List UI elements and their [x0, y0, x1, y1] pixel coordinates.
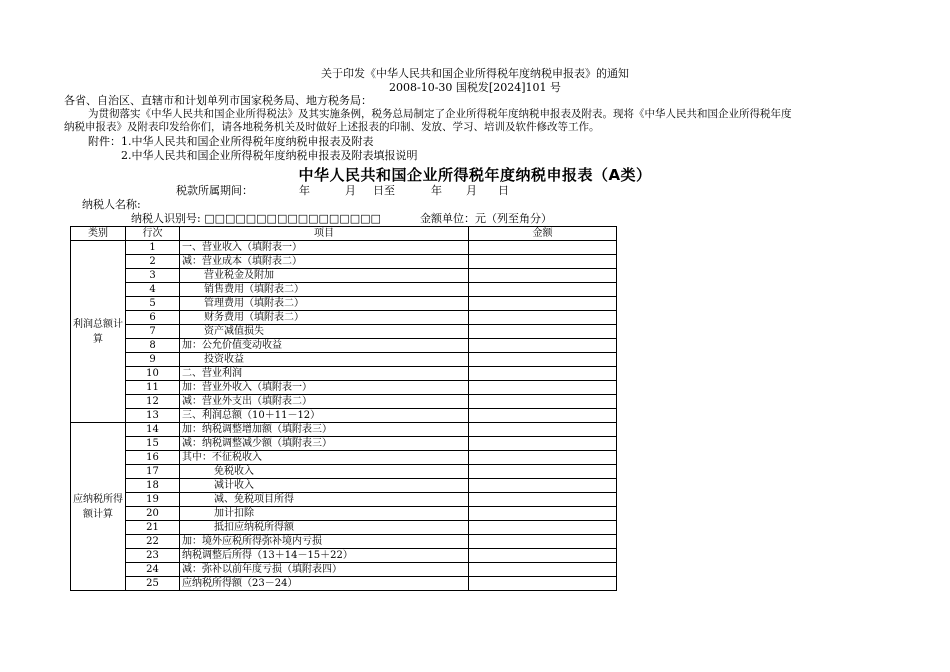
row-item: 营业税金及附加	[180, 269, 469, 283]
row-item: 其中：不征税收入	[180, 451, 469, 465]
amount-cell[interactable]	[469, 325, 617, 339]
row-item: 加计扣除	[180, 507, 469, 521]
notice-attachment-1: 附件：1.中华人民共和国企业所得税年度纳税申报表及附表	[88, 135, 374, 148]
row-number: 2	[126, 255, 180, 269]
table-row	[71, 423, 617, 437]
row-item: 抵扣应纳税所得额	[180, 521, 469, 535]
table-row	[71, 521, 617, 535]
period-year-start: 年	[299, 184, 310, 197]
amount-cell[interactable]	[469, 409, 617, 423]
notice-salutation: 各省、自治区、直辖市和计划单列市国家税务局、地方税务局：	[64, 94, 372, 107]
row-item: 一、营业收入（填附表一）	[180, 241, 469, 255]
period-label: 税款所属期间：	[176, 184, 253, 197]
table-row	[71, 507, 617, 521]
table-row	[71, 353, 617, 367]
notice-body-line-2: 纳税申报表》及附表印发给你们，请各地税务机关及时做好上述报表的印制、发放、学习、培训及软件修改等工作。	[64, 121, 600, 133]
row-item: 加：境外应税所得弥补境内亏损	[180, 535, 469, 549]
row-item: 减：营业成本（填附表二）	[180, 255, 469, 269]
row-item: 免税收入	[180, 465, 469, 479]
row-item: 减、免税项目所得	[180, 493, 469, 507]
row-number: 18	[126, 479, 180, 493]
row-number: 16	[126, 451, 180, 465]
amount-cell[interactable]	[469, 479, 617, 493]
taxpayer-id-label: 纳税人识别号: □□□□□□□□□□□□□□□□□	[131, 212, 381, 225]
category-taxable-income: 应纳税所得额计算	[71, 423, 126, 591]
amount-cell[interactable]	[469, 521, 617, 535]
row-number: 14	[126, 423, 180, 437]
table-row	[71, 479, 617, 493]
row-number: 4	[126, 283, 180, 297]
row-item: 管理费用（填附表二）	[180, 297, 469, 311]
row-item: 三、利润总额（10＋11－12）	[180, 409, 469, 423]
amount-cell[interactable]	[469, 423, 617, 437]
table-row	[71, 451, 617, 465]
table-row	[71, 549, 617, 563]
table-row	[71, 493, 617, 507]
table-row	[71, 437, 617, 451]
amount-cell[interactable]	[469, 381, 617, 395]
table-row	[71, 535, 617, 549]
notice-title: 关于印发《中华人民共和国企业所得税年度纳税申报表》的通知	[321, 67, 629, 80]
table-row	[71, 269, 617, 283]
row-number: 15	[126, 437, 180, 451]
amount-cell[interactable]	[469, 535, 617, 549]
table-header-row	[71, 227, 617, 241]
row-number: 10	[126, 367, 180, 381]
tax-return-table	[70, 226, 617, 591]
amount-cell[interactable]	[469, 283, 617, 297]
table-row	[71, 325, 617, 339]
amount-cell[interactable]	[469, 255, 617, 269]
amount-cell[interactable]	[469, 563, 617, 577]
row-number: 23	[126, 549, 180, 563]
row-item: 投资收益	[180, 353, 469, 367]
row-item: 加：纳税调整增加额（填附表三）	[180, 423, 469, 437]
row-item: 减：纳税调整减少额（填附表三）	[180, 437, 469, 451]
amount-cell[interactable]	[469, 367, 617, 381]
amount-cell[interactable]	[469, 395, 617, 409]
notice-doc-number: 2008-10-30 国税发[2024]101 号	[389, 81, 561, 94]
row-number: 5	[126, 297, 180, 311]
notice-body-line-1: 为贯彻落实《中华人民共和国企业所得税法》及其实施条例，税务总局制定了企业所得税年度纳税申报表及附表。现将《中华人民共和国企业所得税年度	[88, 108, 792, 120]
row-item: 减：弥补以前年度亏损（填附表四）	[180, 563, 469, 577]
table-row	[71, 339, 617, 353]
row-number: 13	[126, 409, 180, 423]
header-row-number: 行次	[126, 227, 180, 241]
amount-cell[interactable]	[469, 451, 617, 465]
row-number: 9	[126, 353, 180, 367]
amount-cell[interactable]	[469, 507, 617, 521]
row-item: 纳税调整后所得（13＋14－15＋22）	[180, 549, 469, 563]
taxpayer-name-label: 纳税人名称:	[82, 198, 141, 211]
amount-cell[interactable]	[469, 577, 617, 591]
row-number: 17	[126, 465, 180, 479]
table-row	[71, 241, 617, 255]
period-day-end: 日	[498, 184, 509, 197]
table-row	[71, 381, 617, 395]
table-row	[71, 311, 617, 325]
row-number: 24	[126, 563, 180, 577]
notice-attachment-2: 2.中华人民共和国企业所得税年度纳税申报表及附表填报说明	[121, 149, 418, 162]
row-number: 20	[126, 507, 180, 521]
header-item: 项目	[180, 227, 469, 241]
row-number: 22	[126, 535, 180, 549]
row-item: 加：公允价值变动收益	[180, 339, 469, 353]
period-month-end: 月	[466, 184, 477, 197]
table-row	[71, 283, 617, 297]
amount-cell[interactable]	[469, 241, 617, 255]
amount-cell[interactable]	[469, 437, 617, 451]
row-item: 资产减值损失	[180, 325, 469, 339]
row-number: 8	[126, 339, 180, 353]
amount-unit-label: 金额单位：元（列至角分）	[420, 212, 552, 225]
row-number: 25	[126, 577, 180, 591]
table-row	[71, 395, 617, 409]
row-item: 应纳税所得额（23－24）	[180, 577, 469, 591]
row-number: 12	[126, 395, 180, 409]
header-category: 类别	[71, 227, 126, 241]
header-amount: 金额	[469, 227, 617, 241]
form-title: 中华人民共和国企业所得税年度纳税申报表（A类）	[298, 166, 652, 184]
amount-cell[interactable]	[469, 311, 617, 325]
amount-cell[interactable]	[469, 465, 617, 479]
row-item: 二、营业利润	[180, 367, 469, 381]
period-day-start-to: 日至	[373, 184, 395, 197]
row-number: 1	[126, 241, 180, 255]
row-item: 减：营业外支出（填附表二）	[180, 395, 469, 409]
row-number: 7	[126, 325, 180, 339]
row-number: 3	[126, 269, 180, 283]
row-number: 19	[126, 493, 180, 507]
period-year-end: 年	[431, 184, 442, 197]
row-item: 财务费用（填附表二）	[180, 311, 469, 325]
category-profit-total: 利润总额计算	[71, 241, 126, 423]
table-row	[71, 563, 617, 577]
table-row	[71, 367, 617, 381]
row-item: 销售费用（填附表二）	[180, 283, 469, 297]
table-row	[71, 465, 617, 479]
row-item: 减计收入	[180, 479, 469, 493]
amount-cell[interactable]	[469, 297, 617, 311]
row-number: 6	[126, 311, 180, 325]
amount-cell[interactable]	[469, 549, 617, 563]
table-row	[71, 297, 617, 311]
row-number: 21	[126, 521, 180, 535]
period-month-start: 月	[345, 184, 356, 197]
amount-cell[interactable]	[469, 353, 617, 367]
table-row	[71, 409, 617, 423]
amount-cell[interactable]	[469, 339, 617, 353]
table-row	[71, 577, 617, 591]
row-number: 11	[126, 381, 180, 395]
table-row	[71, 255, 617, 269]
row-item: 加：营业外收入（填附表一）	[180, 381, 469, 395]
amount-cell[interactable]	[469, 493, 617, 507]
amount-cell[interactable]	[469, 269, 617, 283]
